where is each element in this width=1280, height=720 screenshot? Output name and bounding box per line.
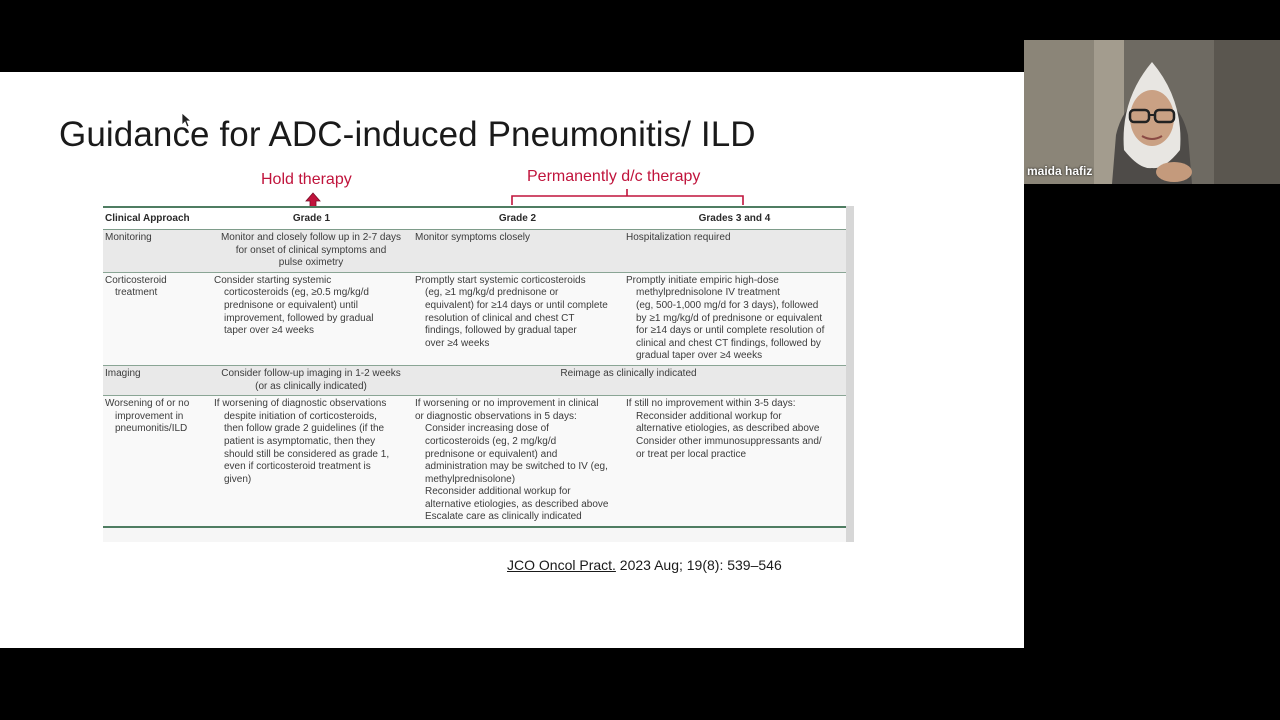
column-header: Grades 3 and 4 — [623, 207, 846, 230]
slide-title: Guidance for ADC-induced Pneumonitis/ ILD — [59, 115, 756, 154]
table-cell: Monitor and closely follow up in 2-7 days for onset of clinical symptoms and pulse oximetry — [211, 230, 412, 273]
table-cell: Consider starting systemic corticosteroids (eg, ≥0.5 mg/kg/d prednisone or equivalent) until improvement, followed by gradual taper over ≥4 weeks — [211, 272, 412, 365]
row-header: Corticosteroid treatment — [103, 272, 211, 365]
table-cell: If worsening or no improvement in clinical or diagnostic observations in 5 days: Consider increasing dose of corticosteroids (eg, 2 mg/kg/d prednisone or equivalent) and administration may be switched to IV (eg, methylprednisolone) Reconsider additional workup for alternative etiologies, as described above Escalate care as clinically indicated — [412, 396, 623, 527]
table-cell: Consider follow-up imaging in 1-2 weeks (or as clinically indicated) — [211, 365, 412, 395]
table-cell: Hospitalization required — [623, 230, 846, 273]
column-header: Grade 1 — [211, 207, 412, 230]
table-row-worsening — [103, 396, 846, 527]
permanently-dc-callout: Permanently d/c therapy — [527, 168, 701, 185]
guidance-table — [103, 206, 846, 528]
row-header: Worsening of or no improvement in pneumonitis/ILD — [103, 396, 211, 527]
citation — [507, 557, 782, 573]
citation-journal: JCO Oncol Pract. — [507, 557, 616, 573]
hold-therapy-callout: Hold therapy — [261, 171, 352, 188]
participant-video-feed — [1024, 40, 1280, 184]
row-header: Monitoring — [103, 230, 211, 273]
column-header: Grade 2 — [412, 207, 623, 230]
participant-video-tile[interactable] — [1024, 40, 1280, 184]
table-cell: If still no improvement within 3-5 days: Reconsider additional workup for alternative etiologies, as described above Consider other immunosuppressants and/ or treat per local practice — [623, 396, 846, 527]
column-header: Clinical Approach — [103, 207, 211, 230]
table-cell: Promptly start systemic corticosteroids (eg, ≥1 mg/kg/d prednisone or equivalent) for ≥14 days or until complete resolution of clinical and chest CT findings, followed by gradual taper over ≥4 weeks — [412, 272, 623, 365]
citation-details: 2023 Aug; 19(8): 539–546 — [615, 557, 782, 573]
row-header: Imaging — [103, 365, 211, 395]
table-row-imaging — [103, 365, 846, 395]
table-cell: Monitor symptoms closely — [412, 230, 623, 273]
table-cell: Promptly initiate empiric high-dose methylprednisolone IV treatment (eg, 500-1,000 mg/d for 3 days), followed by ≥1 mg/kg/d of prednisone or equivalent for ≥14 days or until complete resolution of clinical and chest CT findings, followed by gradual taper over ≥4 weeks — [623, 272, 846, 365]
table-cell: If worsening of diagnostic observations despite initiation of corticosteroids, then follow grade 2 guidelines (if the patient is asymptomatic, then they should still be considered as grade 1, even if corticosteroid treatment is given) — [211, 396, 412, 527]
table-row-monitoring — [103, 230, 846, 273]
table-cell: Reimage as clinically indicated — [412, 365, 846, 395]
table-image-edge — [846, 206, 854, 542]
presentation-slide — [0, 72, 1024, 648]
bracket-icon — [511, 188, 745, 206]
table-row-corticosteroid — [103, 272, 846, 365]
participant-name: maida hafiz — [1027, 164, 1093, 178]
guidance-table-image — [103, 206, 854, 542]
table-header-row — [103, 207, 846, 230]
